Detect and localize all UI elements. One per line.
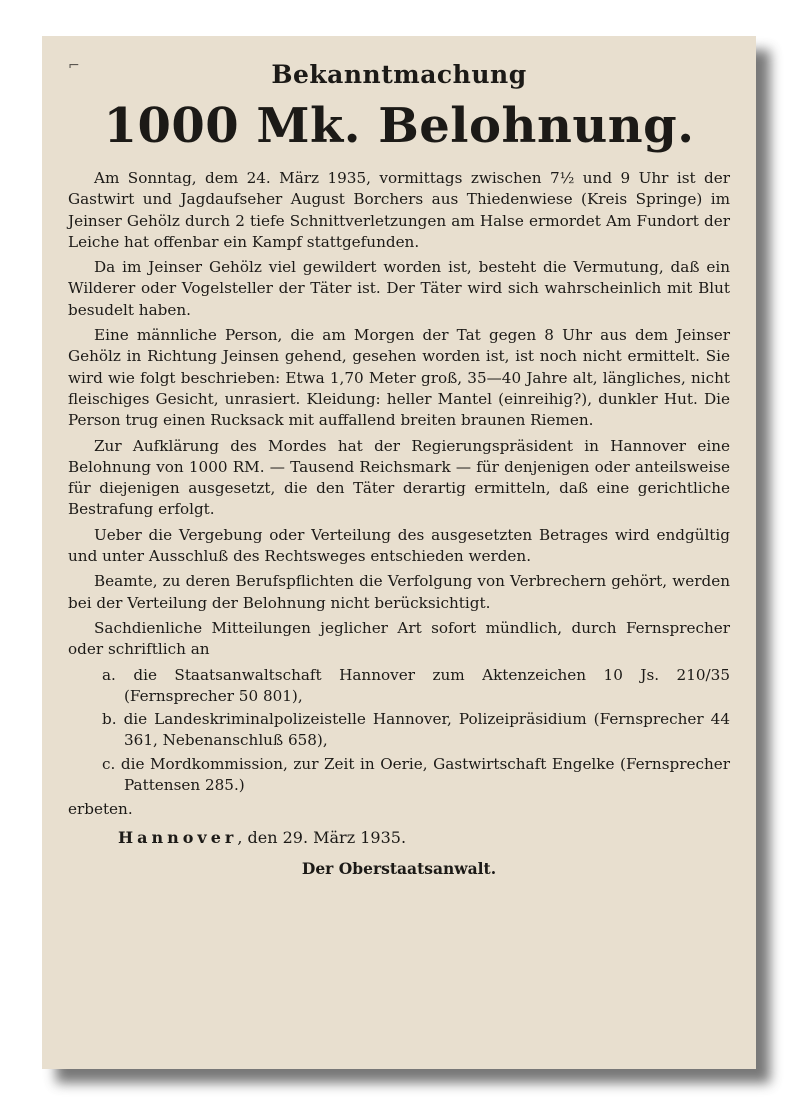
paragraph-suspicion: Da im Jeinser Gehölz viel gewildert worden ist, besteht die Vermutung, daß ein Wilderer oder Vogelsteller der Täter ist. Der Täter wird sich wahrscheinlich mit Blut besudelt haben. xyxy=(68,258,730,319)
newspaper-clipping xyxy=(42,36,756,1069)
notice-headline: 1000 Mk. Belohnung. xyxy=(103,98,695,154)
corner-mark: ⌐ xyxy=(68,58,80,74)
contact-list xyxy=(102,665,730,797)
notice-date: , den 29. März 1935. xyxy=(237,828,407,848)
contact-list-item: a. die Staatsanwaltschaft Hannover zum Aktenzeichen 10 Js. 210/35 (Fernsprecher 50 801), xyxy=(102,665,730,705)
paragraph-officials: Beamte, zu deren Berufspflichten die Verfolgung von Verbrechern gehört, werden bei der Verteilung der Belohnung nicht berücksichtigt. xyxy=(68,572,730,612)
contact-list-item: b. die Landeskriminalpolizeistelle Hannover, Polizeipräsidium (Fernsprecher 44 361, Nebenanschluß 658), xyxy=(102,710,730,750)
paragraph-distribution: Ueber die Vergebung oder Verteilung des ausgesetzten Betrages wird endgültig und unter Ausschluß des Rechtsweges entschieden werden. xyxy=(68,525,730,566)
paragraph-crime-report: Am Sonntag, dem 24. März 1935, vormittags zwischen 7½ und 9 Uhr ist der Gastwirt und Jagdaufseher August Borchers aus Thiedenwiese (Kreis Springe) im Jeinser Gehölz durch 2 tiefe Schnittverletzungen am Halse ermordet Am Fundort der Leiche hat offenbar ein Kampf stattgefunden. xyxy=(68,169,730,251)
closing-word: erbeten. xyxy=(68,800,133,819)
notice-kicker: Bekanntmachung xyxy=(271,60,527,89)
city-name: Hannover xyxy=(118,828,238,848)
signature-line: Der Oberstaatsanwalt. xyxy=(301,859,497,879)
paragraph-contact-intro: Sachdienliche Mitteilungen jeglicher Art sofort mündlich, durch Fernsprecher oder schriftlich an xyxy=(68,618,730,659)
contact-list-item: c. die Mordkommission, zur Zeit in Oerie, Gastwirtschaft Engelke (Fernsprecher Pattensen 285.) xyxy=(102,754,730,795)
paragraph-suspect-description: Eine männliche Person, die am Morgen der Tat gegen 8 Uhr aus dem Jeinser Gehölz in Richtung Jeinsen gehend, gesehen worden ist, ist noch nicht ermittelt. Sie wird wie folgt beschrieben: Etwa 1,70 Meter groß, 35—40 Jahre alt, längliches, nicht fleischiges Gesicht, unrasiert. Kleidung: heller Mantel (einreihig?), dunkler Hut. Die Person trug einen Rucksack mit auffallend breiten braunen Riemen. xyxy=(68,326,730,430)
paragraph-reward: Zur Aufklärung des Mordes hat der Regierungspräsident in Hannover eine Belohnung von 1000 RM. — Tausend Reichsmark — für denjenigen oder anteilsweise für diejenigen ausgesetzt, die den Täter derartig ermitteln, daß eine gerichtliche Bestrafung erfolgt. xyxy=(68,436,730,519)
place-date-line xyxy=(118,826,730,850)
